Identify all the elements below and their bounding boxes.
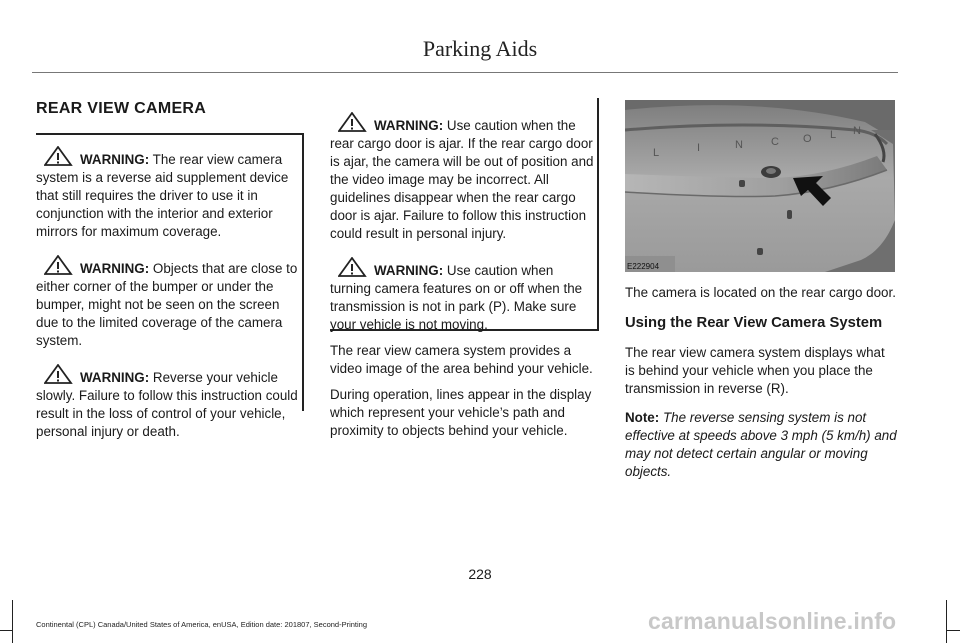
body-paragraph: The rear view camera system provides a video image of the area behind your vehicle. [330,343,593,376]
rear-camera-figure [625,100,895,272]
right-column-text [625,284,897,489]
warning-item [36,364,298,441]
note-text: The reverse sensing system is not effective at speeds above 3 mph (5 km/h) and may not detect certain angular or moving objects. [625,410,897,479]
warning-icon [338,257,370,277]
watermark: carmanualsonline.info [648,608,897,634]
warning-text: The rear view camera system is a reverse aid supplement device that still requires the driver to use it in conjunction with the interior and exterior mirrors for maximum coverage. [36,152,289,239]
warning-text: Objects that are close to either corner of the bumper or under the bumper, might not be seen on the screen due to the limited coverage of the camera system. [36,261,298,348]
warning-group-left [36,146,298,452]
figure-code: E222904 [627,262,660,271]
trunk-letter: L [830,129,837,141]
warning-box-right-rule [597,98,599,330]
warning-item [36,255,298,350]
warning-icon [338,112,370,132]
crop-mark [946,600,947,643]
page-title: Parking Aids [422,36,538,61]
warning-box-top-rule [36,133,304,135]
body-paragraph: During operation, lines appear in the display which represent your vehicle’s path and proximity to objects behind your vehicle. [330,387,592,438]
page-number: 228 [468,566,492,582]
crop-mark [946,630,960,631]
warning-icon [44,364,76,384]
section-title: REAR VIEW CAMERA [36,100,207,117]
warning-text: Reverse your vehicle slowly. Failure to follow this instruction could result in the loss of control of your vehicle, personal injury or death. [36,370,298,439]
warning-label: WARNING: [374,263,444,278]
warning-label: WARNING: [80,152,150,167]
warning-label: WARNING: [80,370,150,385]
warning-item [330,257,595,334]
trunk-letter: L [653,147,660,159]
warning-group-middle [330,112,595,345]
subheading: Using the Rear View Camera System [625,315,883,331]
trunk-letter: N [735,139,743,151]
warning-text: Use caution when the rear cargo door is ajar. If the rear cargo door is ajar, the camera will be out of position and the video image may be incorrect. All guidelines disappear when the rear cargo door is ajar. Failure to follow this instruction could result in personal injury. [330,118,594,241]
warning-text: Use caution when turning camera features on or off when the transmission is not in park (P). Make sure your vehicle is not moving. [330,263,583,332]
figure-caption: The camera is located on the rear cargo door. [625,285,896,300]
warning-label: WARNING: [80,261,150,276]
crop-mark [0,630,12,631]
trunk-letter: O [803,133,812,145]
header-divider [32,72,898,73]
trunk-letter: C [771,136,779,148]
warning-label: WARNING: [374,118,444,133]
trunk-letter: I [697,142,701,154]
trunk-letter: N [853,125,861,137]
warning-icon [44,146,76,166]
trunk-illustration [625,100,895,272]
body-paragraphs-middle [330,342,602,448]
note [625,409,897,481]
warning-icon [44,255,76,275]
edition-info: Continental (CPL) Canada/United States of America, enUSA, Edition date: 201807, Second-Printing [36,620,368,629]
note-label: Note: [625,410,660,425]
crop-mark [12,600,13,643]
warning-box-right-rule [302,133,304,411]
body-paragraph: The rear view camera system displays what is behind your vehicle when you place the transmission in reverse (R). [625,345,885,396]
warning-item [330,112,595,243]
warning-item [36,146,298,241]
